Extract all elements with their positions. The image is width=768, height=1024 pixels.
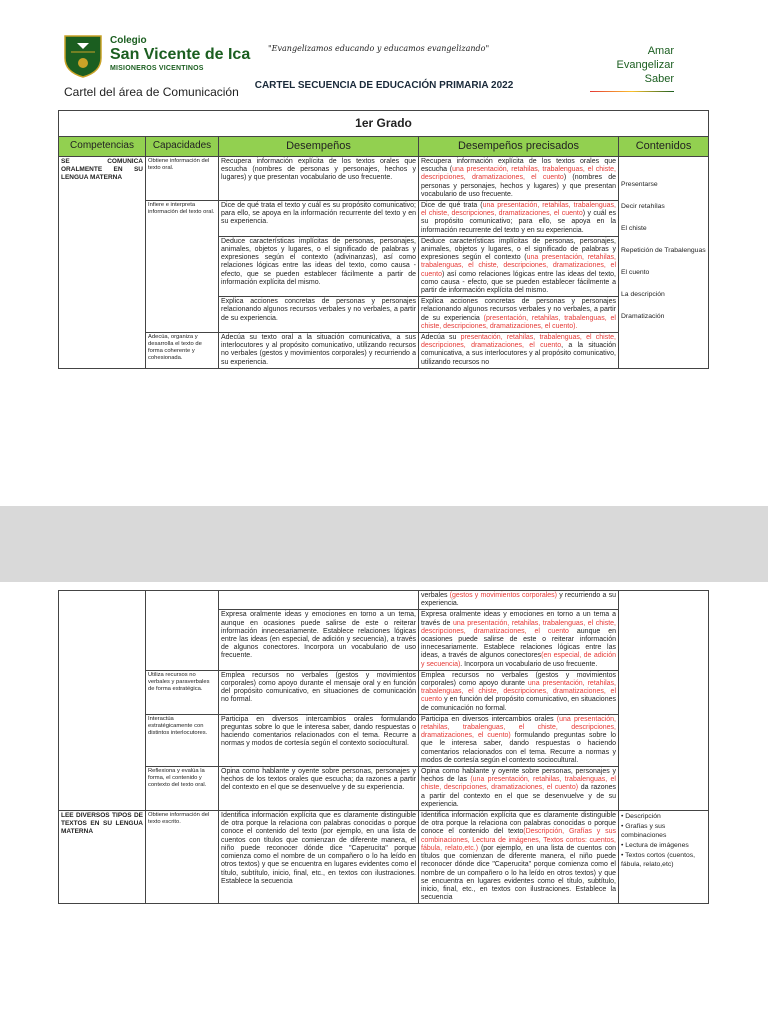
capacity-cell: Infiere e interpreta información del texto oral. [146,201,219,333]
document-page-1 [0,0,768,506]
desempeno-cell: Explica acciones concretas de personas y personajes relacionando algunos recursos verbales y no verbales, a partir de su experiencia. [219,297,419,333]
desempeno-cell: Recupera información explícita de los textos orales que escucha (nombres de personas y personajes, hechos y lugares) y que presentan vocabulario de uso frecuente. [219,157,419,201]
precisado-cell: Recupera información explícita de los textos orales que escucha (una presentación, retahilas, trabalenguas, el chiste, descripciones, dramatizaciones, el cuento) (nombres de personas y personajes, hechos y lugares) y que presentan vocabulario de uso frecuente. [419,157,619,201]
desempeno-cell: Adecúa su texto oral a la situación comunicativa, a sus interlocutores y al propósito comunicativo, utilizando recursos no verbales (gestos y movimientos corporales) y recurriendo a su experiencia. [219,333,419,369]
precisado-cell: Explica acciones concretas de personas y personajes relacionando algunos recursos verbales y no verbales, a partir de su experiencia (presentación, retahilas, trabalenguas, el chiste, descripciones, dramatizaciones, el cuento). [419,297,619,333]
desempeno-cell: Opina como hablante y oyente sobre personas, personajes y hechos de los textos orales que escucha; da razones a partir del contexto en el que se desenvuelve y de su experiencia. [219,767,419,811]
table-header-row [59,137,709,157]
header-capacidades: Capacidades [146,137,219,157]
precisado-cell: verbales (gestos y movimientos corporales) y recurriendo a su experiencia. [419,591,619,610]
curriculum-table-page2 [58,590,709,904]
competency-cell: LEE DIVERSOS TIPOS DE TEXTOS EN SU LENGUA MATERNA [59,811,146,904]
header-competencias: Competencias [59,137,146,157]
school-crest-logo [63,34,103,78]
content-item: Decir retahílas [621,203,665,210]
table-row [59,333,709,369]
header-desempenos-precisados: Desempeños precisados [419,137,619,157]
value-evangelizar: Evangelizar [616,59,674,71]
content-item: • Lectura de imágenes [621,842,689,850]
competency-cell-continued [59,591,146,811]
precisado-cell: Participa en diversos intercambios orales (una presentación, retahilas, trabalenguas, el chiste, descripciones, dramatizaciones, el cuento) formulando preguntas sobre lo que le interesa saber, dando respuestas o haciendo comentarios relacionados con el tema. Recurre a normas y modos de cortesía según el contexto sociocultural. [419,714,619,766]
contenidos-cell-continued [619,591,709,811]
precisado-cell: Adecúa su presentación, retahilas, trabalenguas, el chiste, descripciones, dramatizaciones, el cuento, a la situación comunicativa, a sus interlocutores y al propósito comunicativo, utilizando recursos no [419,333,619,369]
content-item: Dramatización [621,313,665,320]
value-saber: Saber [644,73,674,85]
content-item: • Descripción [621,813,661,821]
precisado-cell: Emplea recursos no verbales (gestos y movimientos corporales) como apoyo durante una presentación, retahilas, trabalenguas, el chiste, descripciones, dramatizaciones, el cuento y en función del propósito comunicativo, en situaciones de comunicación no formal. [419,670,619,714]
capacity-cell: Utiliza recursos no verbales y paraverbales de forma estratégica. [146,670,219,714]
table-row [59,670,709,714]
capacity-cell-continued [146,591,219,671]
desempeno-cell: Dice de qué trata el texto y cuál es su propósito comunicativo; para ello, se apoya en la información recurrente del texto y en su experiencia. [219,201,419,237]
document-page-2 [0,582,768,1024]
desempeno-cell: Participa en diversos intercambios orales formulando preguntas sobre lo que le interesa saber, dando respuestas o haciendo comentarios relacionados con el tema. Recurre a normas y modos de cortesía según el contexto sociocultural. [219,714,419,766]
precisado-cell: Opina como hablante y oyente sobre personas, personajes y hechos de las (una presentación, retahilas, trabalenguas, el chiste, descripciones, dramatizaciones, el cuento) da razones a partir del contexto en el que se desenvuelve y de su experiencia. [419,767,619,811]
table-row [59,767,709,811]
table-row [59,811,709,904]
header-contenidos: Contenidos [619,137,709,157]
content-item: Presentarse [621,181,658,188]
school-subtitle: MISIONEROS VICENTINOS [110,65,204,72]
table-row [59,201,709,237]
school-name-block [110,36,250,72]
value-amar: Amar [647,45,674,57]
table-row [59,591,709,610]
curriculum-table-page1 [58,110,709,369]
grade-heading: 1er Grado [59,111,709,137]
content-item: La descripción [621,291,665,298]
capacity-cell: Reflexiona y evalúa la forma, el contenido y contexto del texto oral. [146,767,219,811]
school-name: San Vicente de Ica [110,46,251,63]
table-row [59,714,709,766]
school-motto: "Evangelizamos educando y educamos evangelizando" [268,44,490,53]
capacity-cell: Obtiene información del texto oral. [146,157,219,201]
precisado-cell: Expresa oralmente ideas y emociones en torno a un tema a través de una presentación, retahilas, trabalenguas, el chiste, descripciones, dramatizaciones, el cuento aunque en ocasiones puede salirse de este o reiterar información innecesariamente. Establece relaciones lógicas entre las ideas, a través de algunos conectores(en especial, de adición y secuencia). Incorpora un vocabulario de uso frecuente. [419,610,619,670]
precisado-cell: Deduce características implícitas de personas, personajes, animales, objetos y lugares, o el significado de palabras y expresiones según el contexto (una presentación, retahilas, trabalenguas, el chiste, descripciones, dramatizaciones, el cuento) así como relaciones lógicas entre las ideas del texto, como causa - efecto, que se pueden establecer fácilmente a partir de información explícita del mismo. [419,236,619,296]
precisado-cell: Identifica información explícita que es claramente distinguible de otra porque la relaciona con palabras conocidas o porque conoce el contenido del texto(Descripción, Grafías y sus combinaciones, Lectura de imágenes, Textos cortos: cuentos, fábula, relato,etc.) (por ejemplo, en una lista de cuentos con títulos que comienzan de diferente manera, el niño puede reconocer dónde dice "Caperucita" porque comienza como el nombre de un compañero o lo ha leído en otros textos) y que se encuentra en lugares evidentes como el título, subtítulo, inicio, final, etc., en textos con ilustraciones. Establece la secuencia [419,811,619,904]
contenidos-cell [619,811,709,904]
content-item: • Grafías y sus combinaciones [621,823,667,840]
values-underline [590,91,674,92]
competency-cell: SE COMUNICA ORALMENTE EN SU LENGUA MATERNA [59,157,146,369]
desempeno-cell: Expresa oralmente ideas y emociones en torno a un tema, aunque en ocasiones puede salirse de este o reiterar información innecesariamente. Establece relaciones lógicas entre las ideas (en especial, de adición y secuencia), a través de algunos conectores. Incorpora un vocabulario de uso frecuente. [219,610,419,670]
area-title: Cartel del área de Comunicación [64,85,239,99]
desempeno-cell: Emplea recursos no verbales (gestos y movimientos corporales) como apoyo durante el mensaje oral y en función del propósito comunicativo, en situaciones de comunicación no formal. [219,670,419,714]
desempeno-cell: Deduce características implícitas de personas, personajes, animales, objetos y lugares, o el significado de palabras y expresiones según el contexto (adivinanzas), así como relaciones lógicas entre las ideas del texto, como causa - efecto, que se pueden establecer fácilmente a partir de información explícita del mismo. [219,236,419,296]
desempeno-cell: Identifica información explícita que es claramente distinguible de otra porque la relaciona con palabras conocidas o porque conoce el contenido del texto (por ejemplo, en una lista de cuentos con títulos que comienzan de diferente manera, el niño puede reconocer dónde dice "Caperucita" porque comienza como el nombre de un compañero o lo ha leído en otros textos) y que se encuentra en lugares evidentes como el título, subtítulo, inicio, final, etc., en textos con ilustraciones. Establece la secuencia [219,811,419,904]
table-row [59,157,709,201]
school-small-label: Colegio [110,35,147,46]
capacity-cell: Interactúa estratégicamente con distintos interlocutores. [146,714,219,766]
capacity-cell: Obtiene información del texto escrito. [146,811,219,904]
precisado-cell: Dice de qué trata (una presentación, retahilas, trabalenguas, el chiste, descripciones, dramatizaciones, el cuento) y cuál es su propósito comunicativo; para ello, se apoya en la información recurrente del texto y en su experiencia. [419,201,619,237]
contenidos-cell [619,157,709,369]
capacity-cell: Adecúa, organiza y desarrolla el texto de forma coherente y cohesionada. [146,333,219,369]
header-desempenos: Desempeños [219,137,419,157]
document-title: CARTEL SECUENCIA DE EDUCACIÓN PRIMARIA 2022 [254,80,514,91]
desempeno-cell-continued [219,591,419,610]
content-item: • Textos cortos (cuentos, fábula, relato,etc) [621,852,696,869]
content-item: El cuento [621,269,650,276]
content-item: El chiste [621,225,647,232]
content-item: Repetición de Trabalenguas [621,247,706,254]
